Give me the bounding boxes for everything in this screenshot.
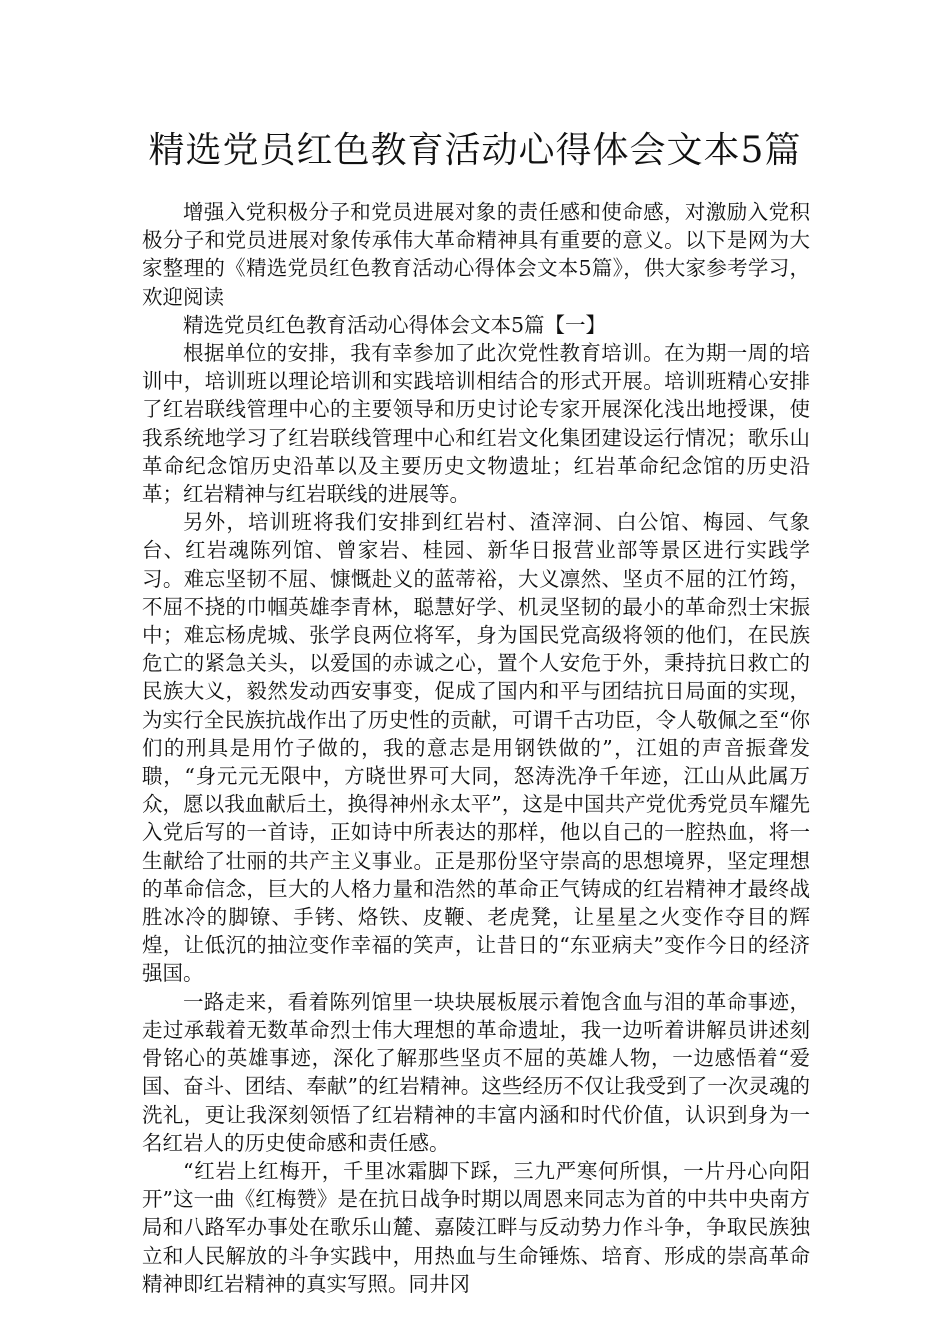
body-paragraph: 另外，培训班将我们安排到红岩村、渣滓洞、白公馆、梅园、气象台、红岩魂陈列馆、曾家岩、桂园、新华日报营业部等景区进行实践学习。难忘坚韧不屈、慷慨赴义的蓝蒂裕，大义凛然、坚贞不屈的江竹筠，不屈不挠的巾帼英雄李青林，聪慧好学、机灵坚韧的最小的革命烈士宋振中；难忘杨虎城、张学良两位将军，身为国民党高级将领的他们，在民族危亡的紧急关头，以爱国的赤诚之心，置个人安危于外，秉持抗日救亡的民族大义，毅然发动西安事变，促成了国内和平与团结抗日局面的实现，为实行全民族抗战作出了历史性的贡献，可谓千古功臣，令人敬佩之至“你们的刑具是用竹子做的，我的意志是用钢铁做的”，江姐的声音振聋发聩，“身元元无限中，方晓世界可大同，怒涛洗净千年迹，江山从此属万众，愿以我血献后土，换得神州永太平”，这是中国共产党优秀党员车耀先入党后写的一首诗，正如诗中所表达的那样，他以自己的一腔热血，将一生献给了壮丽的共产主义事业。正是那份坚守崇高的思想境界，坚定理想的革命信念，巨大的人格力量和浩然的革命正气铸成的红岩精神才最终战胜冰冷的脚镣、手铐、烙铁、皮鞭、老虎凳，让星星之火变作夺目的辉煌，让低沉的抽泣变作幸福的笑声，让昔日的“东亚病夫”变作今日的经济强国。 xyxy=(142,510,810,986)
document-body xyxy=(142,198,810,1298)
body-paragraph: 根据单位的安排，我有幸参加了此次党性教育培训。在为期一周的培训中，培训班以理论培训和实践培训相结合的形式开展。培训班精心安排了红岩联线管理中心的主要领导和历史讨论专家开展深化浅出地授课，使我系统地学习了红岩联线管理中心和红岩文化集团建设运行情况；歌乐山革命纪念馆历史沿革以及主要历史文物遗址；红岩革命纪念馆的历史沿革；红岩精神与红岩联线的进展等。 xyxy=(142,341,810,507)
body-paragraph: “红岩上红梅开，千里冰霜脚下踩，三九严寒何所惧，一片丹心向阳开”这一曲《红梅赞》是在抗日战争时期以周恩来同志为首的中共中央南方局和八路军办事处在歌乐山麓、嘉陵江畔与反动势力作斗争，争取民族独立和人民解放的斗争实践中，用热血与生命锤炼、培育、形成的崇高革命精神即红岩精神的真实写照。同井冈 xyxy=(142,1158,810,1296)
body-paragraph: 一路走来，看着陈列馆里一块块展板展示着饱含血与泪的革命事迹，走过承载着无数革命烈士伟大理想的革命遗址，我一边听着讲解员讲述刻骨铭心的英雄事迹，深化了解那些坚贞不屈的英雄人物，一边感悟着“爱国、奋斗、团结、奉献”的红岩精神。这些经历不仅让我受到了一次灵魂的洗礼，更让我深刻领悟了红岩精神的丰富内涵和时代价值，认识到身为一名红岩人的历史使命感和责任感。 xyxy=(142,989,810,1155)
document-title: 精选党员红色教育活动心得体会文本5篇 xyxy=(148,130,802,171)
intro-paragraph: 增强入党积极分子和党员进展对象的责任感和使命感，对激励入党积极分子和党员进展对象传承伟大革命精神具有重要的意义。以下是网为大家整理的《精选党员红色教育活动心得体会文本5篇》，供大家参考学习，欢迎阅读 xyxy=(142,200,810,309)
section-heading-1: 精选党员红色教育活动心得体会文本5篇【一】 xyxy=(183,312,607,337)
